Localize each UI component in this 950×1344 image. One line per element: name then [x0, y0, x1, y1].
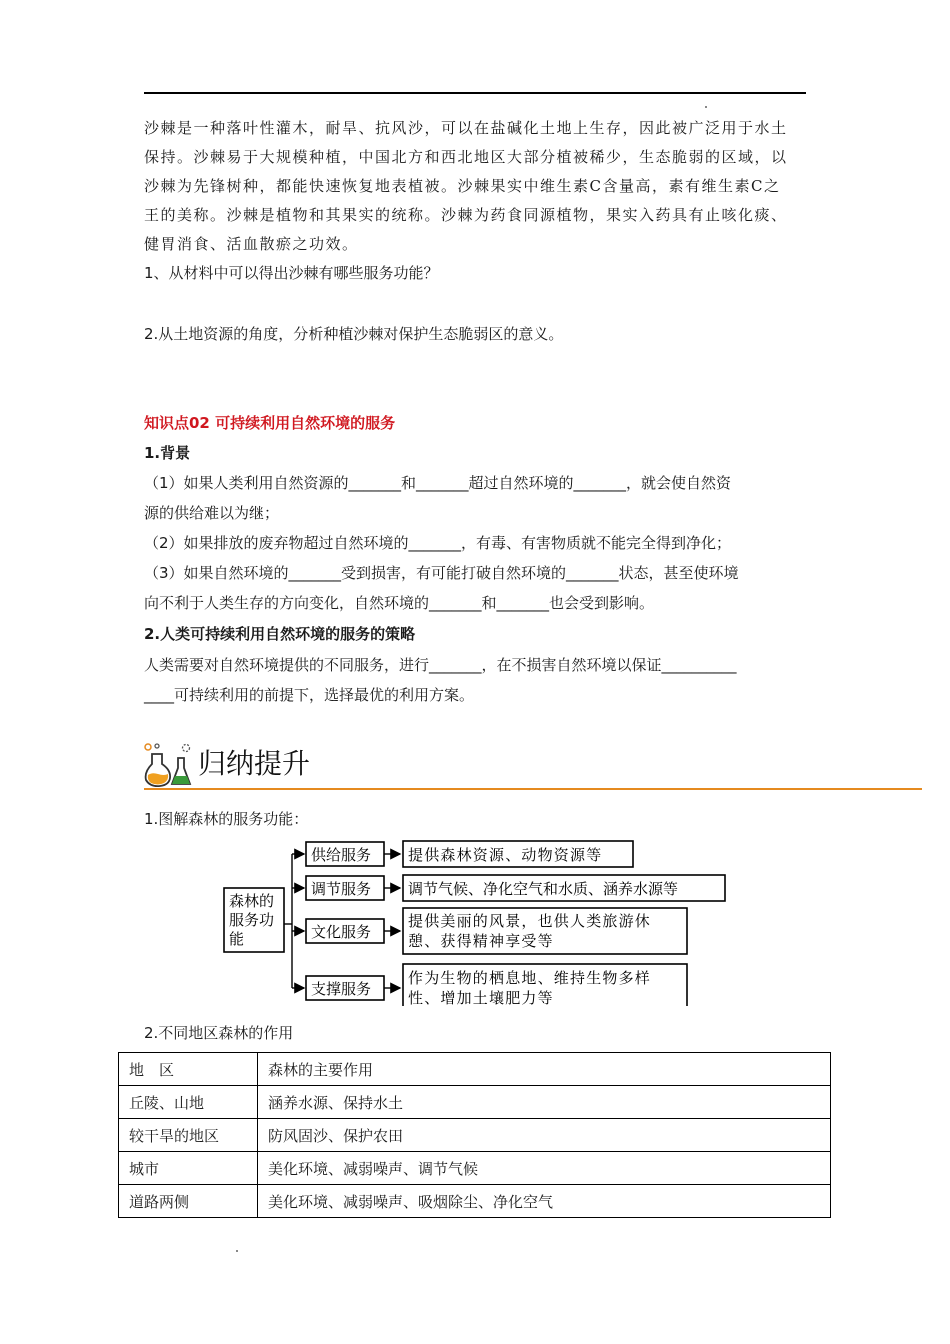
table-header-row — [119, 1053, 831, 1086]
material-line-2: 保持。沙棘易于大规模种植，中国北方和西北地区大部分植被稀少，生态脆弱的区域，以 — [144, 148, 788, 166]
root-line-3: 能 — [229, 930, 245, 948]
background-heading: 1.背景 — [144, 444, 191, 462]
regulate-desc: 调节气候、净化空气和水质、涵养水源等 — [408, 880, 679, 898]
question-2: 2.从土地资源的角度，分析种植沙棘对保护生态脆弱区的意义。 — [144, 325, 564, 343]
material-line-3: 沙棘为先锋树种，都能快速恢复地表植被。沙棘果实中维生素C含量高，素有维生素C之 — [144, 177, 781, 195]
diagram-caption: 1.图解森林的服务功能： — [144, 810, 309, 828]
culture-desc-2: 憩、获得精神享受等 — [408, 932, 554, 950]
role-cell: 防风固沙、保护农田 — [258, 1119, 831, 1152]
region-cell: 城市 — [119, 1152, 258, 1185]
root-line-2: 服务功 — [229, 911, 275, 929]
header-role: 森林的主要作用 — [258, 1053, 831, 1086]
header-rule — [144, 92, 806, 94]
culture-desc-1: 提供美丽的风景，也供人类旅游休 — [408, 912, 652, 930]
background-line-4: （3）如果自然环境的_______受到损害，有可能打破自然环境的_______状态，甚至使环境 — [144, 564, 739, 582]
table-caption: 2.不同地区森林的作用 — [144, 1024, 294, 1042]
regulate-label: 调节服务 — [311, 880, 372, 898]
root-line-1: 森林的 — [229, 892, 275, 910]
region-cell: 道路两侧 — [119, 1185, 258, 1218]
background-line-2: 源的供给难以为继； — [144, 504, 280, 522]
speck — [236, 1250, 238, 1252]
strategy-heading: 2.人类可持续利用自然环境的服务的策略 — [144, 625, 416, 643]
lab-flask-icon — [142, 742, 198, 788]
support-label: 支撑服务 — [311, 980, 372, 998]
supply-desc: 提供森林资源、动物资源等 — [408, 846, 603, 864]
region-cell: 较干旱的地区 — [119, 1119, 258, 1152]
table-row — [119, 1086, 831, 1119]
header-region: 地 区 — [119, 1053, 258, 1086]
culture-label: 文化服务 — [311, 923, 372, 941]
role-cell: 美化环境、减弱噪声、调节气候 — [258, 1152, 831, 1185]
background-line-3: （2）如果排放的废弃物超过自然环境的_______，有毒、有害物质就不能完全得到净化； — [144, 534, 732, 552]
role-cell: 涵养水源、保持水土 — [258, 1086, 831, 1119]
material-line-1: 沙棘是一种落叶性灌木，耐旱、抗风沙，可以在盐碱化土地上生存，因此被广泛用于水土 — [144, 119, 788, 137]
strategy-line-1: 人类需要对自然环境提供的不同服务，进行_______，在不损害自然环境以保证__________ — [144, 656, 737, 674]
supply-label: 供给服务 — [311, 846, 372, 864]
support-desc-1: 作为生物的栖息地、维持生物多样 — [408, 969, 652, 987]
question-1: 1、从材料中可以得出沙棘有哪些服务功能？ — [144, 264, 439, 282]
material-line-5: 健胃消食、活血散瘀之功效。 — [144, 235, 359, 253]
summary-title: 归纳提升 — [198, 747, 311, 780]
table-row — [119, 1185, 831, 1218]
speck — [705, 106, 707, 108]
strategy-line-2: ____可持续利用的前提下，选择最优的利用方案。 — [144, 686, 475, 704]
table-row — [119, 1152, 831, 1185]
forest-services-diagram — [222, 836, 728, 1006]
material-line-4: 王的美称。沙棘是植物和其果实的统称。沙棘为药食同源植物，果实入药具有止咳化痰、 — [144, 206, 788, 224]
section-rule — [144, 788, 922, 790]
knowledge-title: 知识点02 可持续利用自然环境的服务 — [144, 414, 396, 432]
role-cell: 美化环境、减弱噪声、吸烟除尘、净化空气 — [258, 1185, 831, 1218]
region-cell: 丘陵、山地 — [119, 1086, 258, 1119]
background-line-5: 向不利于人类生存的方向变化，自然环境的_______和_______也会受到影响。 — [144, 594, 655, 612]
support-desc-2: 性、增加土壤肥力等 — [408, 989, 554, 1006]
forest-roles-table — [118, 1052, 831, 1218]
background-line-1: （1）如果人类利用自然资源的_______和_______超过自然环境的_______，就会使自然资 — [144, 474, 732, 492]
table-row — [119, 1119, 831, 1152]
